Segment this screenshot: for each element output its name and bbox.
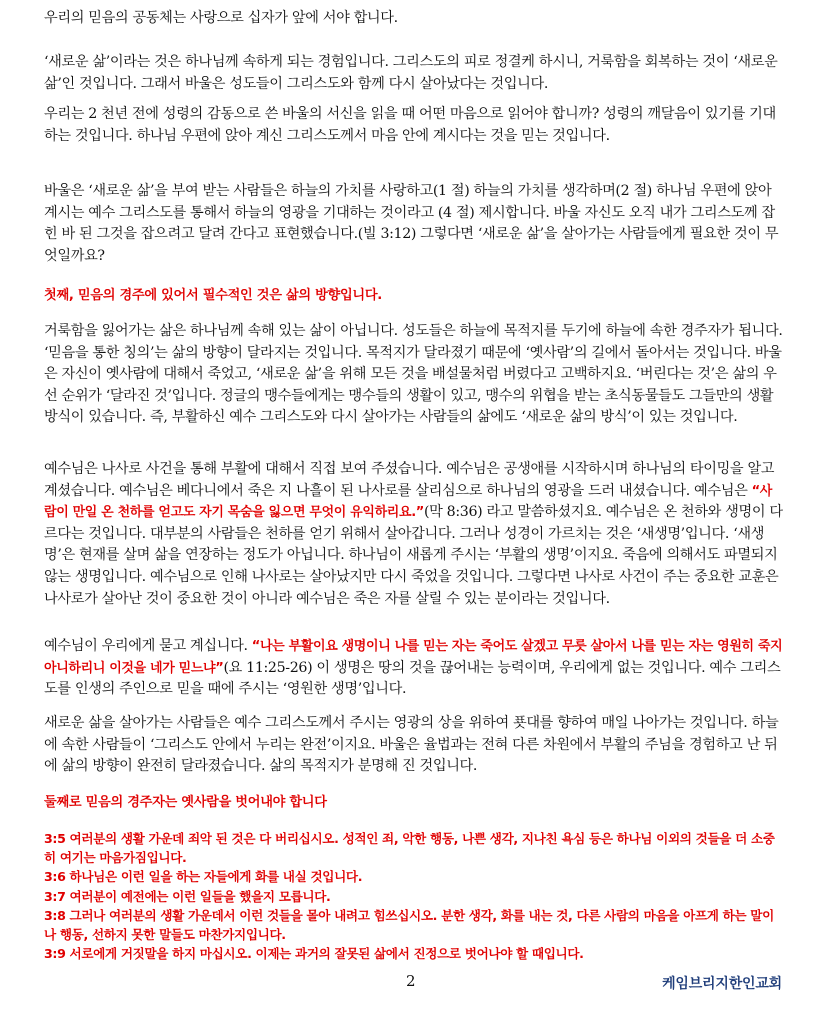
page-number: 2 — [406, 972, 416, 990]
verse-item: 3:9 서로에게 거짓말을 하지 마십시오. 이제는 과거의 잘못된 삶에서 진정으로 벗어나야 할 때입니다. — [44, 946, 584, 962]
paragraph-2: ‘새로운 삶’이라는 것은 하나님께 속하게 되는 경험입니다. 그리스도의 피로 정결케 하시니, 거룩함을 회복하는 것이 ‘새로운 삶’인 것입니다. 그래서 바울은 성도들이 그리스도와 함께 다시 살아났다는 것입니다. — [44, 54, 778, 92]
verse-item: 3:8 그러나 여러분의 생활 가운데서 이런 것들을 몰아 내려고 힘쓰십시오. 분한 생각, 화를 내는 것, 다른 사람의 마음을 아프게 하는 말이나 행동, 선하지 못한 말들도 마찬가지입니다. — [44, 907, 774, 943]
paragraph-8: 새로운 삶을 살아가는 사람들은 예수 그리스도께서 주시는 영광의 상을 위하여 푯대를 향하여 매일 나아가는 것입니다. 하늘에 속한 사람들이 ‘그리스도 안에서 누리는 완전’이지요. 바울은 율법과는 전혀 다른 차원에서 부활의 주님을 경험하고 난 뒤에 삶의 방향이 완전히 달라졌습니다. 삶의 목적지가 분명해 진 것입니다. — [44, 715, 779, 775]
paragraph-6-text-a: 예수님은 나사로 사건을 통해 부활에 대해서 직접 보여 주셨습니다. 예수님은 공생애를 시작하시며 하나님의 타이밍을 알고 계셨습니다. 예수님은 베다니에서 죽은 지 나흘이 된 나사로를 살리심으로 하나님의 영광을 드러 내셨습니다. 예수님은 — [44, 461, 775, 499]
paragraph-7 — [44, 636, 784, 701]
section-heading-1: 첫째, 믿음의 경주에 있어서 필수적인 것은 삶의 방향입니다. — [44, 288, 382, 303]
church-name: 케임브리지한인교회 — [662, 976, 782, 992]
verse-list — [44, 829, 784, 963]
paragraph-7-quote: “나는 부활이요 생명이니 나를 믿는 자는 죽어도 살겠고 무릇 살아서 나를 믿는 자는 영원히 죽지 아니하리니 이것을 네가 믿느냐” — [44, 639, 783, 676]
paragraph-6-quote: “사람이 만일 온 천하를 얻고도 자기 목숨을 잃으면 무엇이 유익하리요.” — [44, 483, 773, 521]
verse-item: 3:6 하나님은 이런 일을 하는 자들에게 화를 내실 것입니다. — [44, 869, 363, 885]
paragraph-5: 거룩함을 잃어가는 삶은 하나님께 속해 있는 삶이 아닙니다. 성도들은 하늘에 목적지를 두기에 하늘에 속한 경주자가 됩니다. ‘믿음을 통한 칭의’는 삶의 방향이 달라지는 것입니다. 목적지가 달라졌기 때문에 ‘옛사람’의 길에서 돌아서는 것입니다. 바울은 자신이 옛사람에 대해서 죽었고, ‘새로운 삶’을 위해 모든 것을 배설물처럼 버렸다고 고백하지요. ‘버린다는 것’은 삶의 우선 순위가 ‘달라진 것’입니다. 정글의 맹수들에게는 맹수들의 생활이 있고, 맹수의 위협을 받는 초식동물들도 그들만의 생활 방식이 있습니다. 즉, 부활하신 예수 그리스도와 다시 살아가는 사람들의 삶에도 ‘새로운 삶의 방식’이 있는 것입니다. — [44, 323, 783, 426]
paragraph-3: 우리는 2 천년 전에 성령의 감동으로 쓴 바울의 서신을 읽을 때 어떤 마음으로 읽어야 합니까? 성령의 깨달음이 있기를 기대하는 것입니다. 하나님 우편에 앉아 계신 그리스도께서 마음 안에 계시다는 것을 믿는 것입니다. — [44, 106, 776, 144]
paragraph-6-text-b: (막 8:36) 라고 말씀하셨지요. 예수님은 온 천하와 생명이 다르다는 것입니다. 대부분의 사람들은 천하를 얻기 위해서 살아갑니다. 그러나 성경이 가르치는 것은 ‘새생명’입니다. ‘새생명’은 현재를 살며 삶을 연장하는 정도가 아닙니다. 하나님이 새롭게 주시는 ‘부활의 생명’이지요. 죽음에 의해서도 파멸되지 않는 생명입니다. 예수님으로 인해 나사로는 살아났지만 다시 죽었을 것입니다. 그렇다면 나사로 사건이 주는 중요한 교훈은 나사로가 살아난 것이 중요한 것이 아니라 예수님은 죽은 자를 살릴 수 있는 분이라는 것입니다. — [44, 504, 783, 607]
paragraph-1: 우리의 믿음의 공동체는 사랑으로 십자가 앞에 서야 합니다. — [44, 10, 398, 26]
paragraph-6 — [44, 459, 784, 610]
verse-item: 3:7 여러분이 예전에는 이런 일들을 했을지 모릅니다. — [44, 888, 331, 904]
section-heading-2: 둘째로 믿음의 경주자는 옛사람을 벗어내야 합니다 — [44, 795, 327, 810]
paragraph-7-text-a: 예수님이 우리에게 묻고 계십니다. — [44, 638, 252, 654]
paragraph-7-text-b: (요 11:25-26) 이 생명은 땅의 것을 끊어내는 능력이며, 우리에게 없는 것입니다. 예수 그리스도를 인생의 주인으로 믿을 때에 주시는 ‘영원한 생명’입니다. — [44, 659, 781, 698]
verse-item: 3:5 여러분의 생활 가운데 죄악 된 것은 다 버리십시오. 성적인 죄, 악한 행동, 나쁜 생각, 지나친 욕심 등은 하나님 이외의 것들을 더 소중히 여기는 마음가짐입니다. — [44, 831, 775, 866]
paragraph-4: 바울은 ‘새로운 삶’을 부여 받는 사람들은 하늘의 가치를 사랑하고(1 절) 하늘의 가치를 생각하며(2 절) 하나님 우편에 앉아 계시는 예수 그리스도를 통해서 하늘의 영광을 기대하는 것이라고 (4 절) 제시합니다. 바울 자신도 오직 내가 그리스도께 잡힌 바 된 그것을 잡으려고 달려 간다고 표현했습니다.(빌 3:12) 그렇다면 ‘새로운 삶’을 살아가는 사람들에게 필요한 것이 무엇일까요? — [44, 183, 779, 264]
